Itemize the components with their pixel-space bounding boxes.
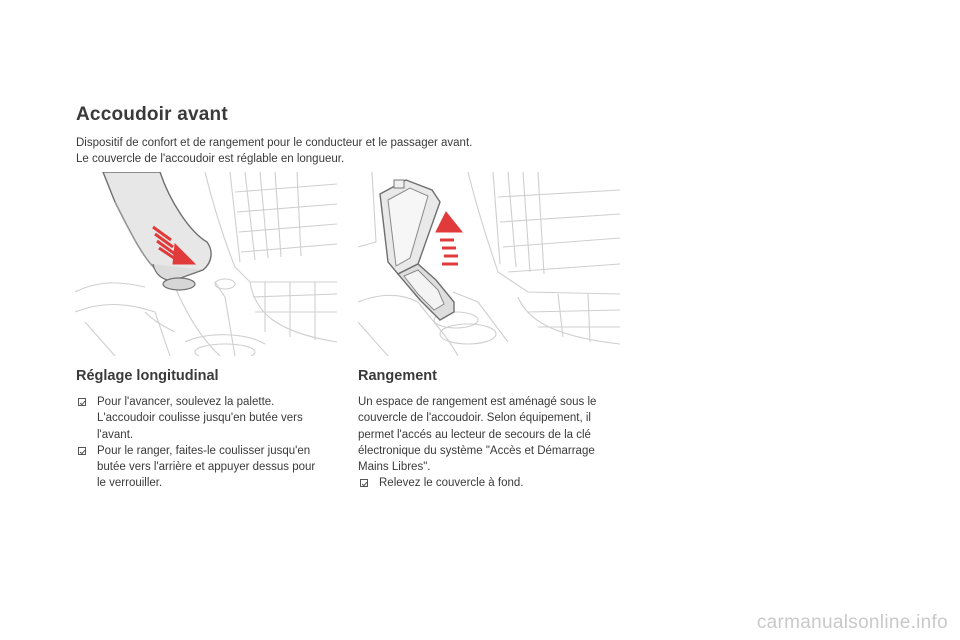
reglage-title: Réglage longitudinal [76,368,219,384]
rangement-line-5: Mains Libres". [358,461,431,474]
rangement-line-4: électronique du système "Accès et Démarrage [358,444,595,457]
reglage-bullet-1-line-3: l'avant. [97,428,134,441]
upward-arrow-icon [436,212,462,264]
checkbox-icon [78,447,86,455]
reglage-bullet-1-line-2: L'accoudoir coulisse jusqu'en butée vers [97,412,303,425]
rangement-section [358,368,620,492]
reglage-bullet-1-line-1: Pour l'avancer, soulevez la palette. [97,396,275,408]
reglage-section [76,368,338,492]
rangement-paragraph [358,394,620,475]
page-title: Accoudoir avant [76,104,228,125]
watermark: carmanualsonline.info [756,612,948,633]
rangement-bullet-text: Relevez le couvercle à fond. [379,477,524,490]
intro-text [76,135,472,167]
armrest-slide-illustration [75,172,337,356]
reglage-bullet-2-line-3: le verrouiller. [97,477,163,490]
intro-line-2: Le couvercle de l'accoudoir est réglable en longueur. [76,153,345,165]
reglage-bullet-2 [76,443,338,492]
checkbox-icon [78,398,86,406]
rangement-line-3: permet l'accés au lecteur de secours de la clé [358,428,591,441]
reglage-bullet-2-line-1: Pour le ranger, faites-le coulisser jusqu'en [97,444,311,457]
checkbox-icon [360,479,368,487]
intro-line-1: Dispositif de confort et de rangement pour le conducteur et le passager avant. [76,137,473,149]
rangement-line-2: couvercle de l'accoudoir. Selon équipement, il [358,412,591,425]
rangement-line-1: Un espace de rangement est aménagé sous le [358,396,597,408]
reglage-bullet-2-line-2: butée vers l'arrière et appuyer dessus pour [97,461,316,474]
rangement-title: Rangement [358,368,437,384]
reglage-bullet-1 [76,394,338,443]
rangement-bullet [358,475,620,491]
armrest-storage-illustration [358,172,620,356]
